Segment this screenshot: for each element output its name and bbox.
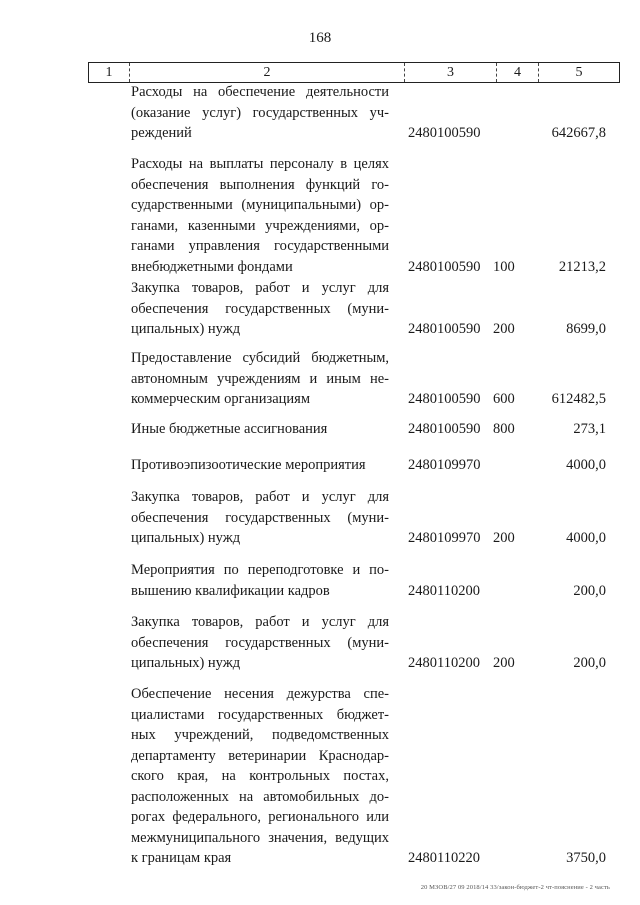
row-code: 2480110220 <box>408 850 480 866</box>
row-code: 2480100590 <box>408 125 481 141</box>
description-line: коммерческим организациям <box>131 391 311 407</box>
row-amount: 612482,5 <box>551 391 606 407</box>
row-amount: 3750,0 <box>566 850 606 866</box>
row-description <box>131 560 389 601</box>
row-description <box>131 419 389 440</box>
description-line: ганами управления государственными <box>131 238 389 254</box>
description-line: Закупка товаров, работ и услуг для <box>131 614 389 630</box>
header-col-3: 3 <box>405 63 497 82</box>
header-col-4: 4 <box>497 63 539 82</box>
description-line: межмуниципального значения, ведущих <box>131 829 389 846</box>
description-line: обеспечения государственных (муни- <box>131 509 389 526</box>
row-amount: 4000,0 <box>566 530 606 546</box>
description-line: Мероприятия по переподготовке и по- <box>131 562 389 578</box>
row-type: 800 <box>493 421 515 437</box>
description-line: Закупка товаров, работ и услуг для <box>131 280 389 296</box>
page-number: 168 <box>308 30 332 46</box>
row-type: 600 <box>493 391 515 407</box>
description-line: (оказание услуг) государственных уч- <box>131 104 389 121</box>
description-line: Предоставление субсидий бюджетным, <box>131 350 389 366</box>
description-line: обеспечения государственных (муни- <box>131 300 389 317</box>
row-description <box>131 487 389 549</box>
row-amount: 642667,8 <box>551 125 606 141</box>
description-line: Расходы на обеспечение деятельности <box>131 84 389 100</box>
description-line: Расходы на выплаты персоналу в целях <box>131 156 389 172</box>
description-line: ского края, на контрольных постах, <box>131 768 389 784</box>
row-description <box>131 684 389 869</box>
row-description <box>131 278 389 340</box>
description-line: департаменту ветеринарии Краснодар- <box>131 747 389 764</box>
description-line: автономным учреждениям и иным не- <box>131 370 389 387</box>
row-code: 2480100590 <box>408 421 481 437</box>
description-line: обеспечения выполнения функций го- <box>131 176 389 193</box>
header-col-1: 1 <box>89 63 130 82</box>
row-type: 200 <box>493 655 515 671</box>
row-code: 2480110200 <box>408 582 480 599</box>
row-amount: 4000,0 <box>566 457 606 473</box>
row-type: 200 <box>493 530 515 546</box>
description-line: Противоэпизоотические мероприятия <box>131 457 366 473</box>
description-line: Обеспечение несения дежурства спе- <box>131 686 389 702</box>
row-description <box>131 348 389 410</box>
row-code: 2480109970 <box>408 530 481 546</box>
row-description <box>131 455 389 476</box>
description-line: реждений <box>131 125 192 141</box>
header-col-2: 2 <box>130 63 405 82</box>
description-line: обеспечения государственных (муни- <box>131 634 389 651</box>
row-amount: 273,1 <box>573 421 606 437</box>
description-line: циалистами государственных бюджет- <box>131 706 389 723</box>
description-line: вышению квалификации кадров <box>131 582 330 599</box>
row-amount: 200,0 <box>573 582 606 599</box>
description-line: к границам края <box>131 850 232 866</box>
description-line: ганами, казенными учреждениями, ор- <box>131 217 389 234</box>
row-code: 2480100590 <box>408 321 481 337</box>
row-type: 200 <box>493 321 515 337</box>
description-line: расположенных на автомобильных до- <box>131 788 389 805</box>
row-description <box>131 82 389 144</box>
row-type: 100 <box>493 258 515 275</box>
row-description <box>131 154 389 277</box>
description-line: внебюджетными фондами <box>131 258 293 275</box>
description-line: ципальных) нужд <box>131 655 241 671</box>
row-description <box>131 612 389 674</box>
description-line: ципальных) нужд <box>131 530 241 546</box>
description-line: сударственными (муниципальными) ор- <box>131 197 389 213</box>
row-amount: 8699,0 <box>566 321 606 337</box>
row-amount: 200,0 <box>573 655 606 671</box>
row-code: 2480100590 <box>408 258 481 275</box>
row-amount: 21213,2 <box>558 258 606 275</box>
table-header <box>88 62 620 83</box>
row-code: 2480110200 <box>408 655 480 671</box>
footer-note: 20 МЗОВ/27 09 2018/14 33/закон-бюджет-2 чт-пояснение - 2 часть <box>420 884 610 891</box>
row-code: 2480109970 <box>408 457 481 473</box>
description-line: Иные бюджетные ассигнования <box>131 421 328 437</box>
header-col-5: 5 <box>575 65 583 80</box>
description-line: ных учреждений, подведомственных <box>131 727 389 743</box>
description-line: Закупка товаров, работ и услуг для <box>131 489 389 505</box>
row-code: 2480100590 <box>408 391 481 407</box>
description-line: ципальных) нужд <box>131 321 241 337</box>
description-line: рогах федерального, регионального или <box>131 809 389 825</box>
